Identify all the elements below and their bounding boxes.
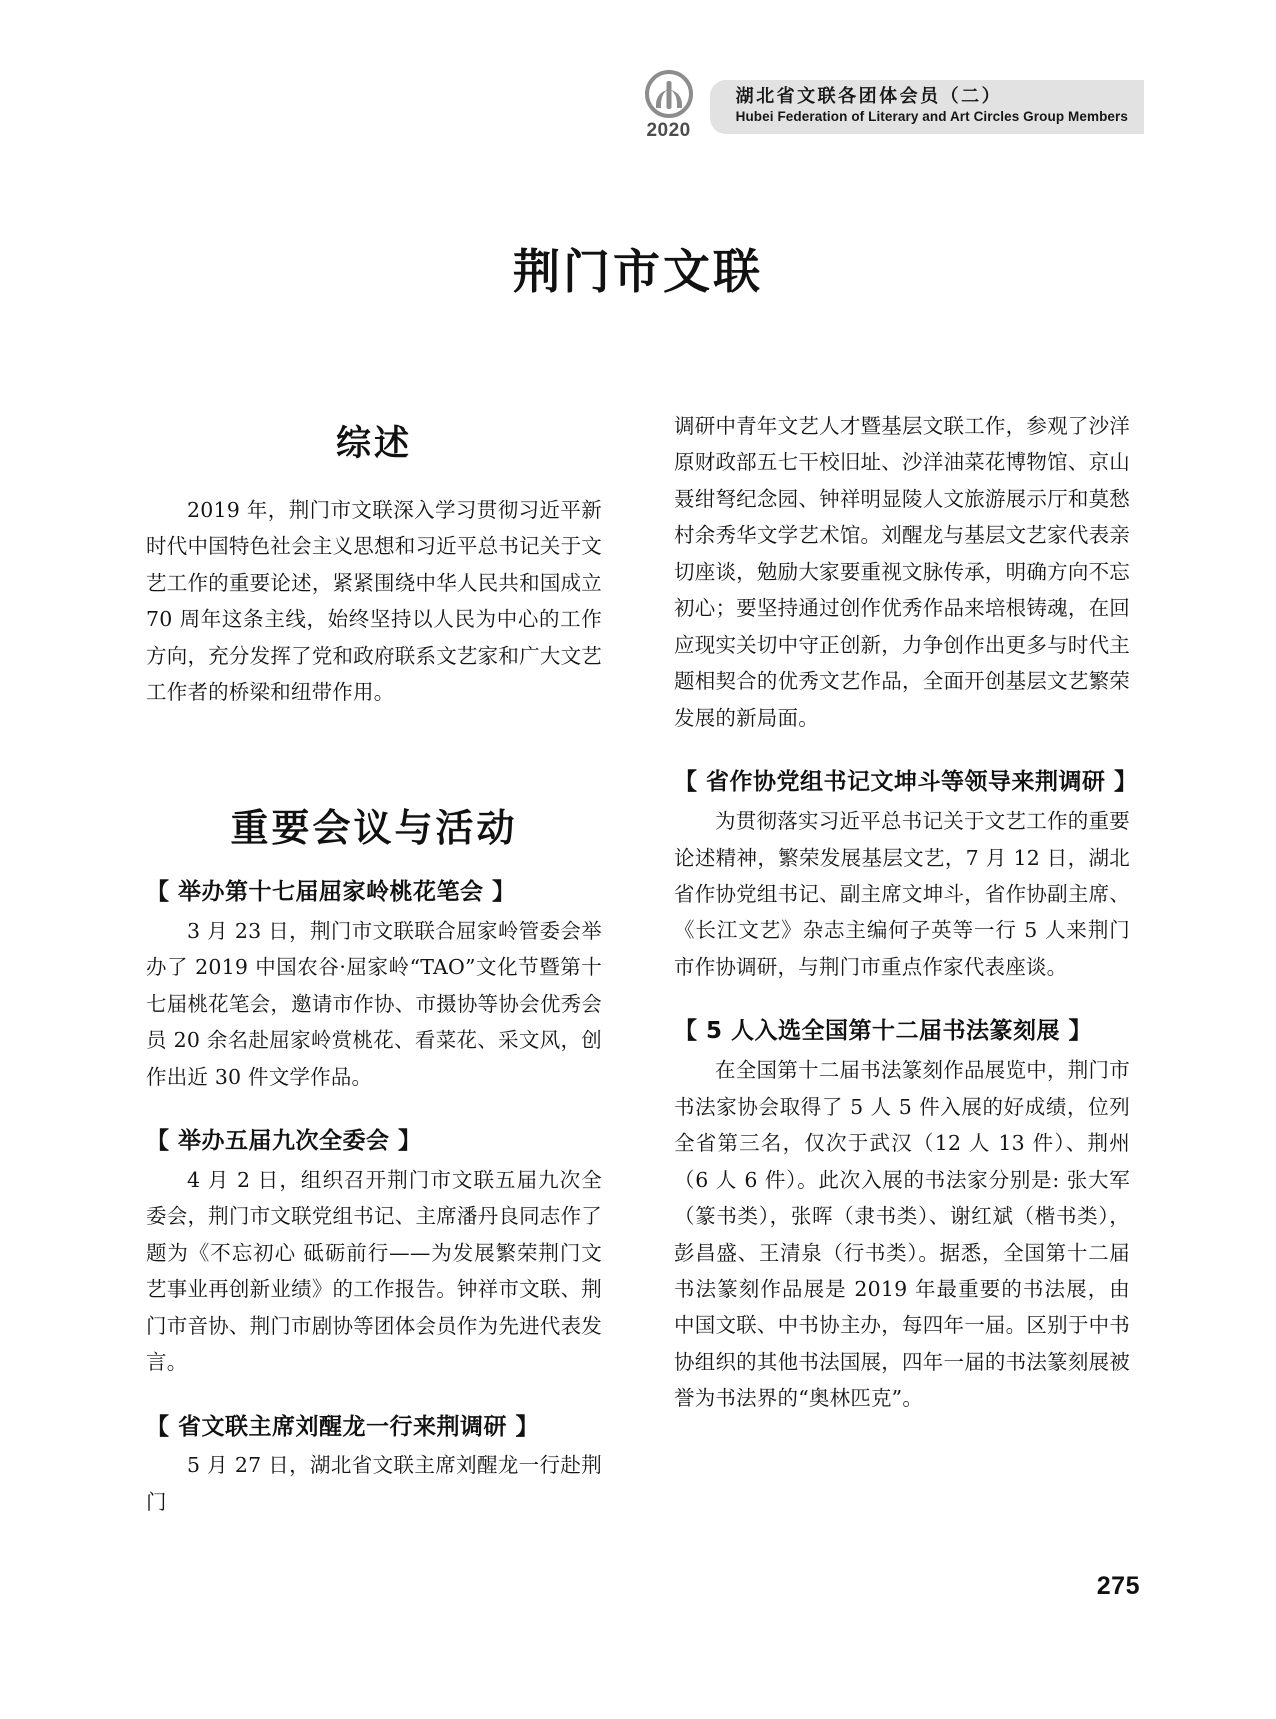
page-title: 荆门市文联 — [513, 245, 763, 301]
subsection-paragraph-wenkundou-diaoyan: 为贯彻落实习近平总书记关于文艺工作的重要论述精神，繁荣发展基层文艺，7 月 12 日，湖北省作协党组书记、副主席文坤斗，省作协副主席、《长江文艺》杂志主编何子英等一行 5 人来荆门市作协调研，与荆门市重点作家代表座谈。 — [674, 809, 1130, 979]
header-band-title-en: Hubei Federation of Literary and Art Circles Group Members — [735, 109, 1128, 125]
subsection-paragraph-quanweihui: 4 月 2 日，组织召开荆门市文联五届九次全委会，荆门市文联党组书记、主席潘丹良同志作了题为《不忘初心 砥砺前行——为发展繁荣荆门文艺事业再创新业绩》的工作报告。钟祥市文联、荆门市音协、荆门市剧协等团体会员作为先进代表发言。 — [146, 1167, 602, 1375]
subsection-heading-wenkundou-diaoyan: 【 省作协党组书记文坤斗等领导来荆调研 】 — [674, 769, 1138, 796]
continued-paragraph: 调研中青年文艺人才暨基层文联工作，参观了沙洋原财政部五七干校旧址、沙洋油菜花博物馆、京山聂绀弩纪念园、钟祥明显陵人文旅游展示厅和莫愁村余秀华文学艺术馆。刘醒龙与基层文艺家代表亲切座谈，勉励大家要重视文脉传承，明确方向不忘初心；要坚持通过创作优秀作品来培根铸魂，在回应现实关切中守正创新，力争创作出更多与时代主题相契合的优秀文艺作品，全面开创基层文艺繁荣发展的新局面。 — [674, 414, 1130, 730]
header-band — [710, 80, 1144, 134]
section-heading-activities: 重要会议与活动 — [230, 805, 518, 850]
subsection-heading-liuxinglong-diaoyan: 【 省文联主席刘醒龙一行来荆调研 】 — [146, 1413, 540, 1440]
subsection-paragraph-liuxinglong-diaoyan: 5 月 27 日，湖北省文联主席刘醒龙一行赴荆门 — [146, 1453, 602, 1514]
section-heading-overview: 综述 — [335, 424, 412, 464]
right-column — [674, 408, 1138, 1520]
page-number: 275 — [1096, 1572, 1140, 1600]
header-band-title-cn: 湖北省文联各团体会员（二） — [735, 85, 1003, 107]
subsection-paragraph-shufa-zhuanke-zhan: 在全国第十二届书法篆刻作品展览中，荆门市书法家协会取得了 5 人 5 件入展的好成绩，位列全省第三名，仅次于武汉（12 人 13 件）、荆州（6 人 6 件）。此次入展的书法家分别是: 张大军（篆书类），张晖（隶书类）、谢红斌（楷书类），彭昌盛、王清泉（行书类）。据悉，全国第十二届书法篆刻作品展是 2019 年最重要的书法展，由中国文联、中书协主办，每四年一届。区别于中书协组织的其他书法国展，四年一届的书法篆刻展被誉为书法界的“奥林匹克”。 — [674, 1058, 1130, 1411]
arch-circle-emblem-icon — [645, 70, 693, 118]
subsection-heading-taohua-biji: 【 举办第十七届屈家岭桃花笔会 】 — [146, 878, 516, 905]
running-header — [638, 70, 1144, 144]
body-columns — [146, 408, 1138, 1520]
left-column — [146, 408, 602, 1520]
subsection-heading-quanweihui: 【 举办五届九次全委会 】 — [146, 1127, 422, 1154]
subsection-heading-shufa-zhuanke-zhan: 【 5 人入选全国第十二届书法篆刻展 】 — [674, 1018, 1093, 1045]
overview-paragraph: 2019 年，荆门市文联深入学习贯彻习近平新时代中国特色社会主义思想和习近平总书记关于文艺工作的重要论述，紧紧围绕中华人民共和国成立 70 周年这条主线，始终坚持以人民为中心的工作方向，充分发挥了党和政府联系文艺家和广大文艺工作者的桥梁和纽带作用。 — [146, 498, 602, 705]
logo-year: 2020 — [646, 120, 691, 141]
subsection-paragraph-taohua-biji: 3 月 23 日，荆门市文联联合屈家岭管委会举办了 2019 中国农谷·屈家岭“TAO”文化节暨第十七届桃花笔会，邀请市作协、市摄协等协会优秀会员 20 余名赴屈家岭赏桃花、看菜花、采文风，创作出近 30 件文学作品。 — [146, 918, 602, 1089]
header-logo — [638, 70, 700, 144]
